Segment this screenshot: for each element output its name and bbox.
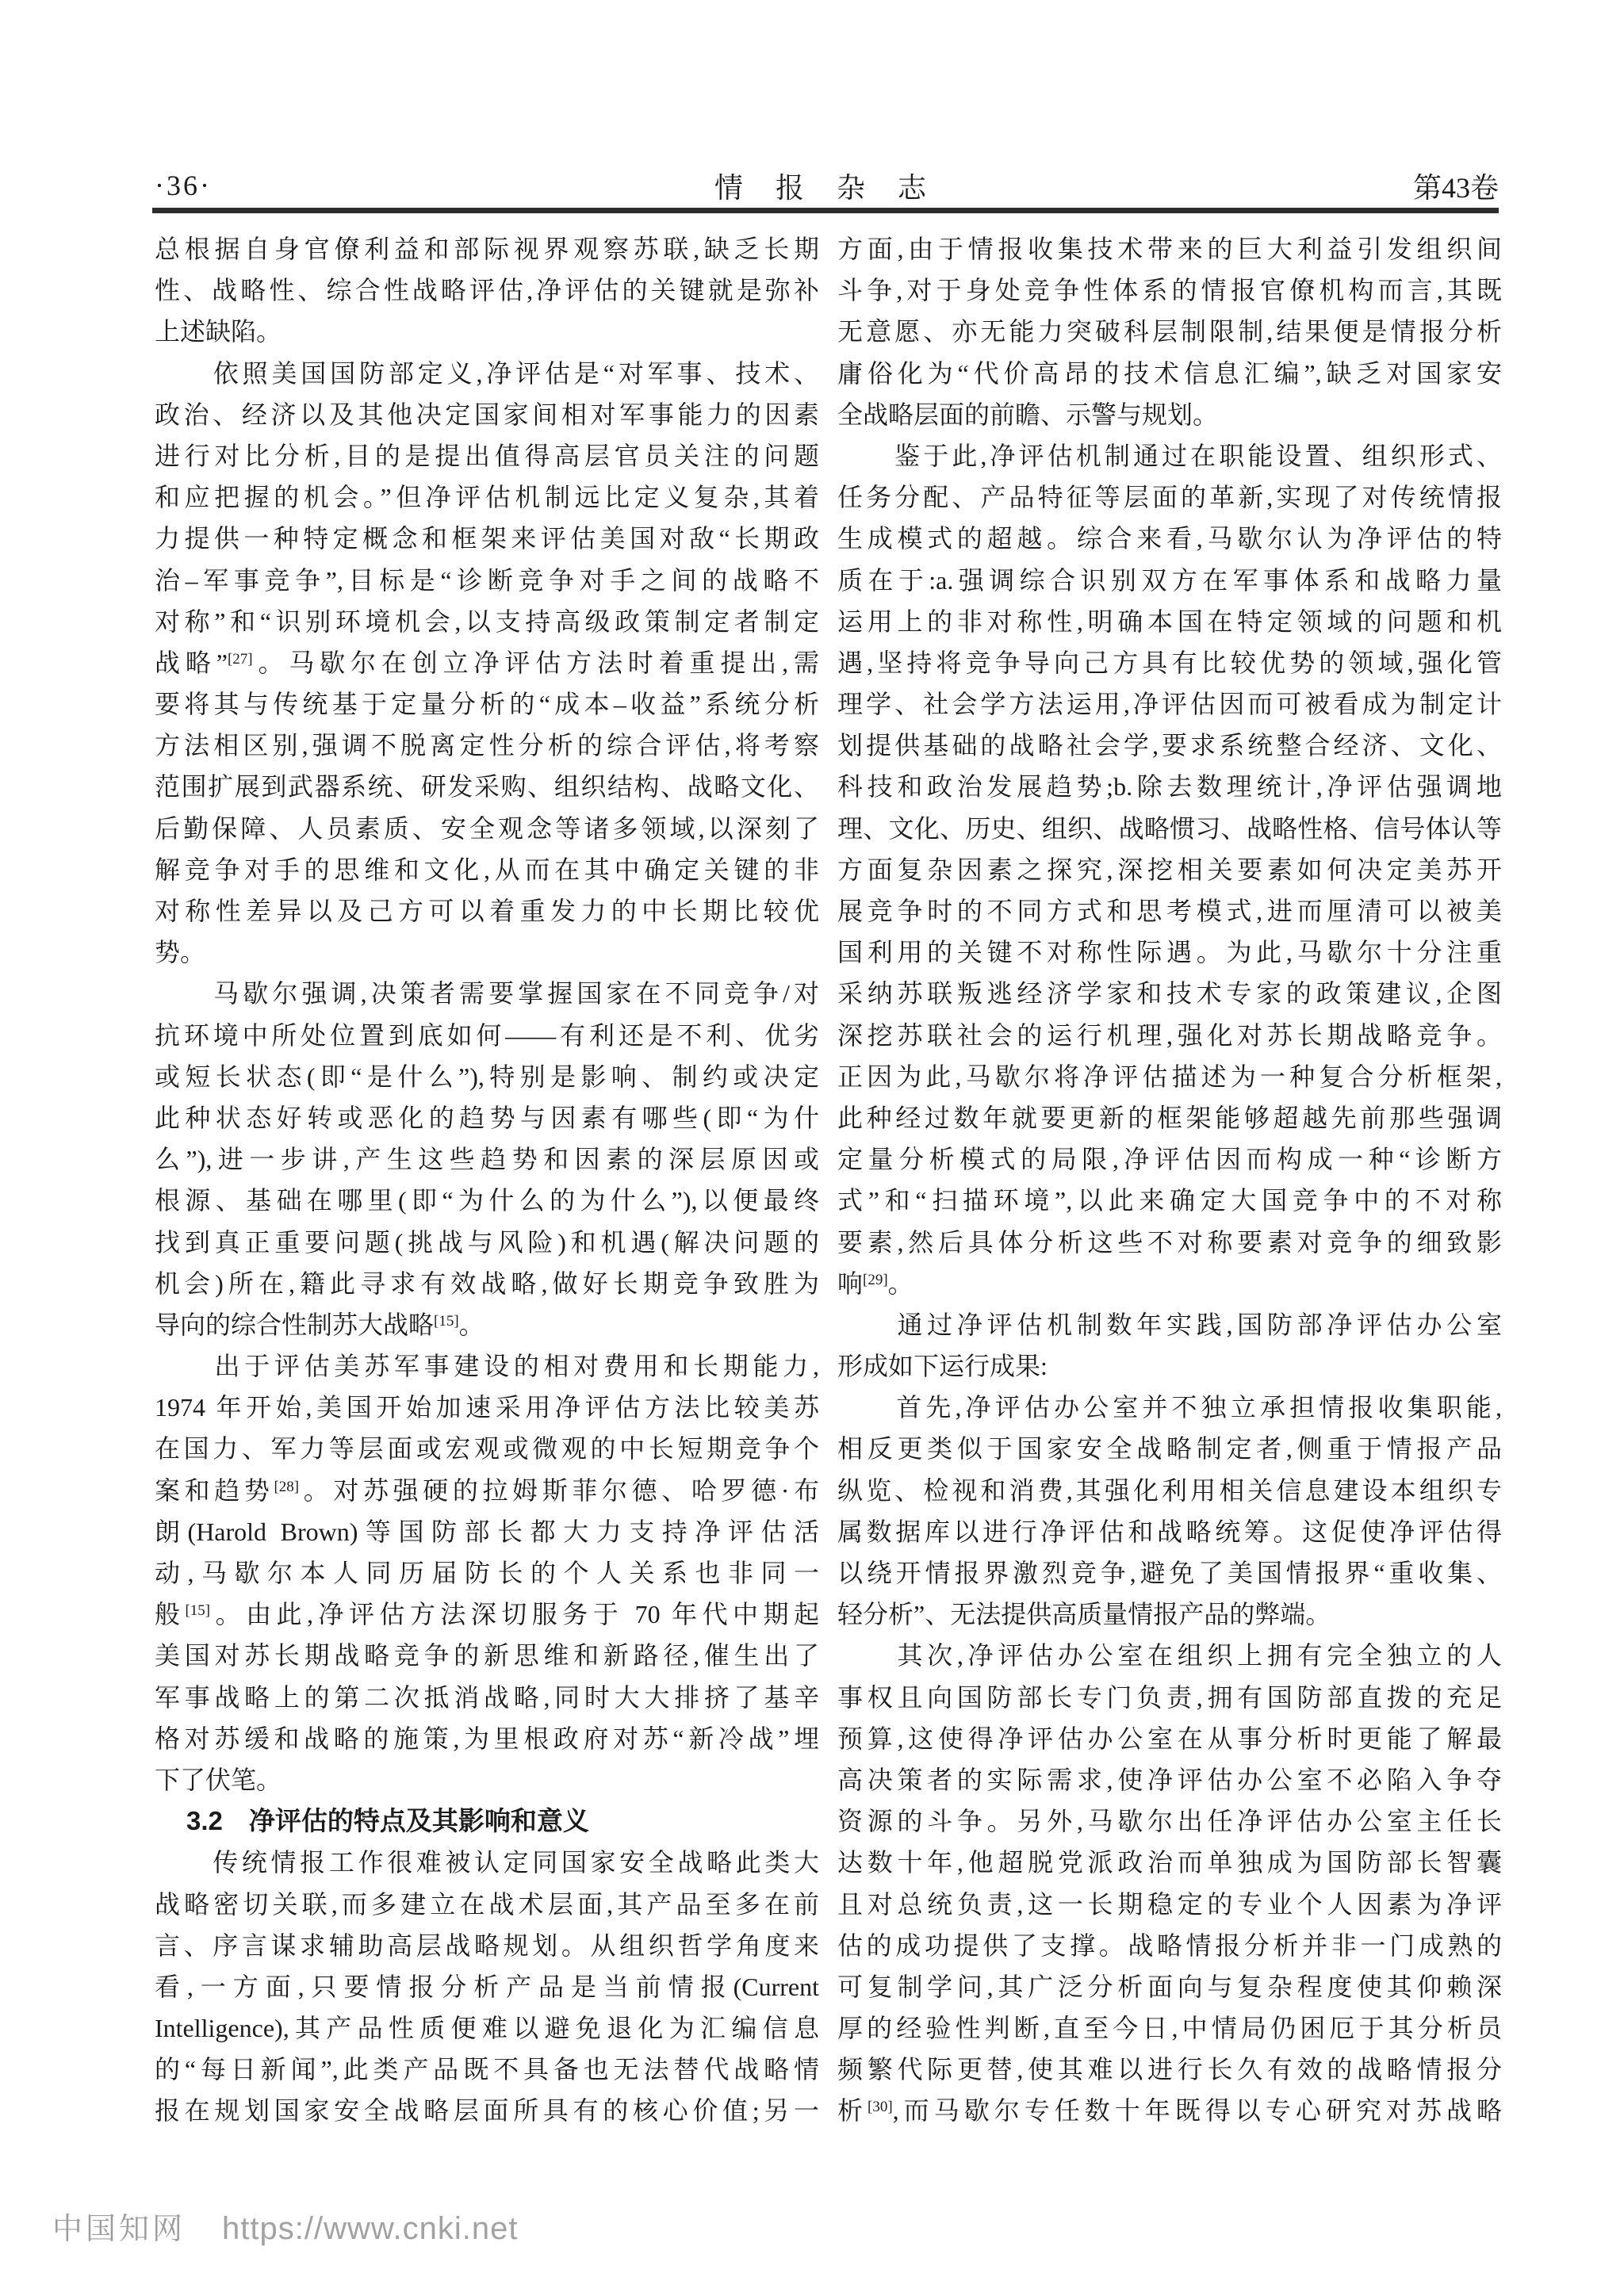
text-line: Intelligence),其产品性质便难以避免退化为汇编信息	[155, 2014, 819, 2043]
text-line: 全战略层面的前瞻、示警与规划。	[837, 400, 1219, 429]
text-line: 总根据自身官僚利益和部际视界观察苏联,缺乏长期	[155, 235, 819, 263]
text-line: 首先,净评估办公室并不独立承担情报收集职能,	[837, 1393, 1502, 1422]
text-line: 理、文化、历史、组织、战略惯习、战略性格、信号体认等	[837, 813, 1502, 843]
cnki-site-url: https://www.cnki.net	[222, 2211, 519, 2246]
text-line: 纵览、检视和消费,其强化利用相关信息建设本组织专	[837, 1475, 1502, 1505]
text-line: 方面复杂因素之探究,深挖相关要素如何决定美苏开	[837, 855, 1502, 884]
volume-number: 第43卷	[1412, 171, 1499, 204]
text-line: 治–军事竞争”,目标是“诊断竞争对手之间的战略不	[155, 565, 819, 595]
text-line: 么”),进一步讲,产生这些趋势和因素的深层原因或	[155, 1145, 819, 1174]
text-line: 对称性差异以及己方可以着重发力的中长期比较优	[155, 897, 819, 925]
text-line: 美国对苏长期战略竞争的新思维和新路径,催生出了	[155, 1641, 819, 1670]
text-line: 事权且向国防部长专门负责,拥有国防部直拨的充足	[837, 1682, 1502, 1712]
reference-marker: [15]	[185, 1602, 211, 1620]
text-line: 要素,然后具体分析这些不对称要素对竞争的细致影	[837, 1227, 1502, 1257]
text-line: 方法相区别,强调不脱离定性分析的综合评估,将考察	[155, 731, 819, 760]
text-line: 划提供基础的战略社会学,要求系统整合经济、文化、	[837, 731, 1502, 760]
text-line: 范围扩展到武器系统、研发采购、组织结构、战略文化、	[155, 772, 819, 802]
text-line: 传统情报工作很难被认定同国家安全战略此类大	[155, 1848, 819, 1877]
text-line: 式”和“扫描环境”,以此来确定大国竞争中的不对称	[837, 1186, 1502, 1215]
text-line: 战略”[27]。马歇尔在创立净评估方法时着重提出,需	[155, 648, 819, 677]
text-line: 通过净评估机制数年实践,国防部净评估办公室	[837, 1310, 1502, 1339]
text-line: 频繁代际更替,使其难以进行长久有效的战略情报分	[837, 2055, 1502, 2084]
section-heading: 3.2 净评估的特点及其影响和意义	[186, 1806, 589, 1836]
text-line: 响[29]。	[837, 1269, 914, 1298]
text-line: 估的成功提供了支撑。战略情报分析并非一门成熟的	[837, 1931, 1502, 1960]
text-line: 格对苏缓和战略的施策,为里根政府对苏“新冷战”埋	[155, 1724, 819, 1753]
page-header	[155, 165, 1499, 206]
text-line: 生成模式的超越。综合来看,马歇尔认为净评估的特	[837, 524, 1502, 553]
text-line: 形成如下运行成果:	[837, 1352, 1048, 1381]
reference-marker: [29]	[863, 1271, 888, 1288]
text-line: 鉴于此,净评估机制通过在职能设置、组织形式、	[837, 441, 1502, 470]
text-line: 解竞争对手的思维和文化,从而在其中确定关键的非	[155, 855, 819, 884]
text-line: 进行对比分析,目的是提出值得高层官员关注的问题	[155, 441, 819, 470]
text-line: 厚的经验性判断,直至今日,中情局仍困厄于其分析员	[837, 2014, 1502, 2043]
text-line: 案和趋势[28]。对苏强硬的拉姆斯菲尔德、哈罗德·布	[155, 1475, 819, 1505]
text-line: 战略密切关联,而多建立在战术层面,其产品至多在前	[155, 1889, 819, 1919]
text-line: 达数十年,他超脱党派政治而单独成为国防部长智囊	[837, 1848, 1502, 1877]
text-line: 性、战略性、综合性战略评估,净评估的关键就是弥补	[155, 276, 819, 305]
text-line: 机会)所在,籍此寻求有效战略,做好长期竞争致胜为	[155, 1269, 819, 1298]
text-line: 任务分配、产品特征等层面的革新,实现了对传统情报	[837, 483, 1502, 512]
text-column-left	[155, 228, 819, 2132]
text-line: 可复制学问,其广泛分析面向与复杂程度使其仰赖深	[837, 1972, 1502, 2001]
cnki-site-name: 中国知网	[52, 2213, 186, 2246]
text-line: 科技和政治发展趋势;b.除去数理统计,净评估强调地	[837, 772, 1502, 802]
text-line: 相反更类似于国家安全战略制定者,侧重于情报产品	[837, 1434, 1502, 1464]
text-line: 质在于:a.强调综合识别双方在军事体系和战略力量	[837, 565, 1502, 595]
reference-marker: [27]	[227, 650, 253, 668]
text-line: 后勤保障、人员素质、安全观念等诸多领域,以深刻了	[155, 813, 819, 843]
text-line: 言、序言谋求辅助高层战略规划。从组织哲学角度来	[155, 1931, 819, 1960]
text-line: 定量分析模式的局限,净评估因而构成一种“诊断方	[837, 1145, 1502, 1174]
reference-marker: [28]	[274, 1478, 300, 1495]
text-line: 下了伏笔。	[155, 1765, 282, 1794]
text-line: 动,马歇尔本人同历届防长的个人关系也非同一	[155, 1559, 819, 1587]
text-line: 导向的综合性制苏大战略[15]。	[155, 1310, 485, 1339]
text-line: 无意愿、亦无能力突破科层制限制,结果便是情报分析	[837, 317, 1502, 346]
text-line: 庸俗化为“代价高昂的技术信息汇编”,缺乏对国家安	[837, 358, 1502, 388]
cnki-watermark	[52, 2204, 519, 2248]
text-line: 或短长状态(即“是什么”),特别是影响、制约或决定	[155, 1062, 819, 1091]
text-line: 方面,由于情报收集技术带来的巨大利益引发组织间	[837, 235, 1502, 263]
text-line: 遇,坚持将竞争导向己方具有比较优势的领域,强化管	[837, 648, 1502, 677]
text-line: 对称”和“识别环境机会,以支持高级政策制定者制定	[155, 607, 819, 636]
header-rule	[152, 208, 1499, 213]
reference-marker: [30]	[868, 2099, 893, 2116]
text-line: 属数据库以进行净评估和战略统筹。这促使净评估得	[837, 1517, 1502, 1546]
text-line: 力提供一种特定概念和框架来评估美国对敌“长期政	[155, 524, 819, 553]
text-line: 正因为此,马歇尔将净评估描述为一种复合分析框架,	[837, 1062, 1502, 1091]
text-line: 根源、基础在哪里(即“为什么的为什么”),以便最终	[155, 1186, 819, 1215]
text-line: 展竞争时的不同方式和思考模式,进而厘清可以被美	[837, 897, 1502, 925]
text-line: 出于评估美苏军事建设的相对费用和长期能力,	[155, 1352, 819, 1381]
text-line: 军事战略上的第二次抵消战略,同时大大排挤了基辛	[155, 1682, 819, 1712]
text-line: 抗环境中所处位置到底如何——有利还是不利、优劣	[155, 1020, 819, 1050]
text-line: 要将其与传统基于定量分析的“成本–收益”系统分析	[155, 690, 819, 719]
text-line: 以绕开情报界激烈竞争,避免了美国情报界“重收集、	[837, 1559, 1502, 1587]
text-line: 和应把握的机会。”但净评估机制远比定义复杂,其着	[155, 483, 819, 512]
text-line: 找到真正重要问题(挑战与风险)和机遇(解决问题的	[155, 1227, 819, 1257]
text-line: 析[30],而马歇尔专任数十年既得以专心研究对苏战略	[837, 2096, 1502, 2126]
text-line: 看,一方面,只要情报分析产品是当前情报(Current	[155, 1972, 819, 2001]
text-line: 且对总统负责,这一长期稳定的专业个人因素为净评	[837, 1889, 1502, 1919]
text-line: 深挖苏联社会的运行机理,强化对苏长期战略竞争。	[837, 1020, 1502, 1050]
journal-title: 情 报 杂 志	[714, 171, 939, 204]
text-line: 此种状态好转或恶化的趋势与因素有哪些(即“为什	[155, 1103, 819, 1132]
text-line: 国利用的关键不对称性际遇。为此,马歇尔十分注重	[837, 938, 1502, 967]
text-line: 此种经过数年就要更新的框架能够超越先前那些强调	[837, 1103, 1502, 1132]
text-line: 采纳苏联叛逃经济学家和技术专家的政策建议,企图	[837, 979, 1502, 1008]
text-line: 马歇尔强调,决策者需要掌握国家在不同竞争/对	[155, 979, 819, 1008]
text-line: 在国力、军力等层面或宏观或微观的中长短期竞争个	[155, 1434, 819, 1464]
text-line: 朗(Harold Brown)等国防部长都大力支持净评估活	[155, 1517, 819, 1546]
text-line: 资源的斗争。另外,马歇尔出任净评估办公室主任长	[837, 1807, 1502, 1836]
text-line: 预算,这使得净评估办公室在从事分析时更能了解最	[837, 1724, 1502, 1753]
page-number: ·36·	[155, 170, 212, 201]
text-line: 斗争,对于身处竞争性体系的情报官僚机构而言,其既	[837, 276, 1502, 305]
text-line: 运用上的非对称性,明确本国在特定领域的问题和机	[837, 607, 1502, 636]
text-line: 政治、经济以及其他决定国家间相对军事能力的因素	[155, 400, 819, 429]
text-line: 势。	[155, 938, 206, 967]
text-line: 般[15]。由此,净评估方法深切服务于 70 年代中期起	[155, 1600, 819, 1629]
text-line: 1974 年开始,美国开始加速采用净评估方法比较美苏	[155, 1393, 819, 1422]
text-line: 高决策者的实际需求,使净评估办公室不必陷入争夺	[837, 1765, 1502, 1794]
text-column-right	[837, 228, 1502, 2132]
reference-marker: [15]	[434, 1312, 459, 1330]
text-line: 的“每日新闻”,此类产品既不具备也无法替代战略情	[155, 2055, 819, 2084]
text-line: 理学、社会学方法运用,净评估因而可被看成为制定计	[837, 690, 1502, 719]
text-line: 上述缺陷。	[155, 317, 282, 346]
text-line: 其次,净评估办公室在组织上拥有完全独立的人	[837, 1641, 1502, 1670]
text-line: 依照美国国防部定义,净评估是“对军事、技术、	[155, 358, 819, 388]
text-line: 报在规划国家安全战略层面所具有的核心价值;另一	[155, 2096, 819, 2126]
text-line: 轻分析”、无法提供高质量情报产品的弊端。	[837, 1600, 1331, 1629]
